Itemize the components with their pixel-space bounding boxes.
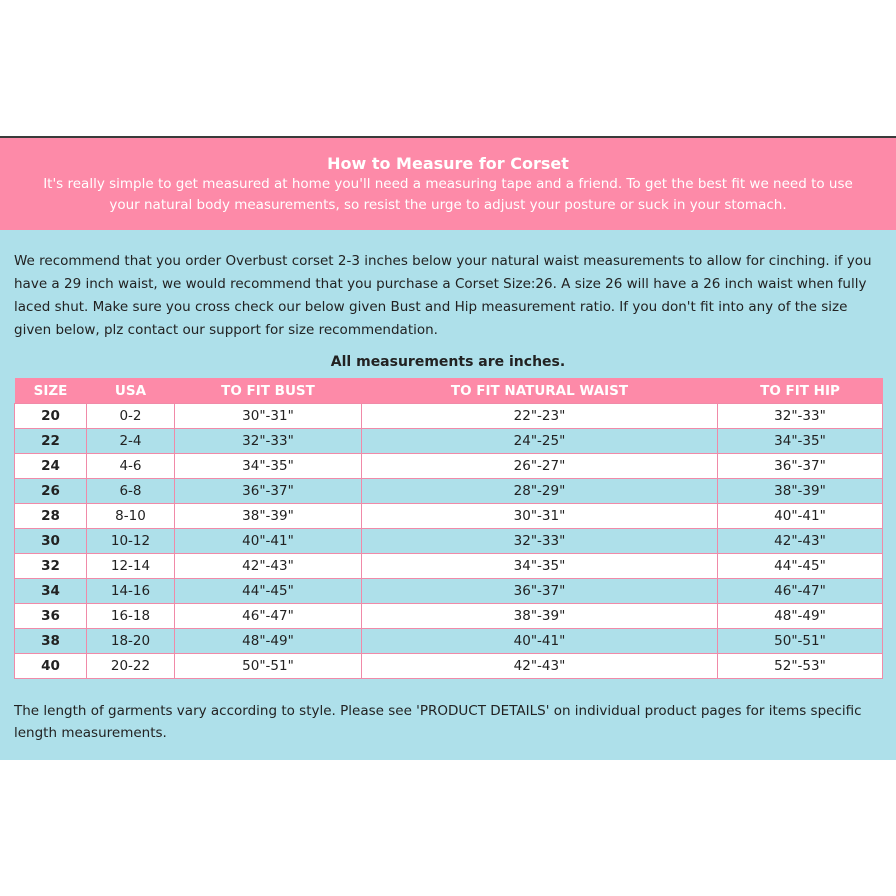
cell-usa: 14-16 xyxy=(87,579,175,604)
size-guide-panel xyxy=(0,230,896,760)
cell-waist: 38"-39" xyxy=(362,604,718,629)
cell-hip: 52"-53" xyxy=(718,654,883,679)
table-row xyxy=(15,629,883,654)
cell-usa: 10-12 xyxy=(87,529,175,554)
table-row xyxy=(15,529,883,554)
cell-hip: 42"-43" xyxy=(718,529,883,554)
cell-size: 36 xyxy=(15,604,87,629)
cell-bust: 48"-49" xyxy=(175,629,362,654)
table-body xyxy=(15,404,883,679)
cell-hip: 48"-49" xyxy=(718,604,883,629)
cell-hip: 36"-37" xyxy=(718,454,883,479)
cell-size: 20 xyxy=(15,404,87,429)
cell-bust: 32"-33" xyxy=(175,429,362,454)
cell-usa: 4-6 xyxy=(87,454,175,479)
footer-note: The length of garments vary according to style. Please see 'PRODUCT DETAILS' on individual product pages for items specific length measurements. xyxy=(14,703,862,741)
recommendation-text: We recommend that you order Overbust corset 2-3 inches below your natural waist measurements to allow for cinching. if you have a 29 inch waist, we would recommend that you purchase a Corset Size:26. A size 26 will have a 26 inch waist when fully laced shut. Make sure you cross check our below given Bust and Hip measurement ratio. If you don't fit into any of the size given below, plz contact our support for size recommendation. xyxy=(14,253,872,338)
cell-size: 40 xyxy=(15,654,87,679)
table-row xyxy=(15,429,883,454)
cell-waist: 28"-29" xyxy=(362,479,718,504)
table-row xyxy=(15,654,883,679)
cell-usa: 12-14 xyxy=(87,554,175,579)
cell-size: 30 xyxy=(15,529,87,554)
cell-usa: 8-10 xyxy=(87,504,175,529)
cell-hip: 50"-51" xyxy=(718,629,883,654)
cell-usa: 18-20 xyxy=(87,629,175,654)
cell-size: 38 xyxy=(15,629,87,654)
cell-waist: 22"-23" xyxy=(362,404,718,429)
size-chart-table xyxy=(14,378,883,679)
cell-bust: 44"-45" xyxy=(175,579,362,604)
table-row xyxy=(15,579,883,604)
table-row xyxy=(15,554,883,579)
table-header-row xyxy=(15,378,883,404)
cell-size: 24 xyxy=(15,454,87,479)
cell-hip: 32"-33" xyxy=(718,404,883,429)
cell-size: 22 xyxy=(15,429,87,454)
cell-bust: 42"-43" xyxy=(175,554,362,579)
intro-text: It's really simple to get measured at home you'll need a measuring tape and a friend. To get the best fit we need to use your natural body measurements, so resist the urge to adjust your posture or suck in your stomach. xyxy=(43,176,853,213)
header-size: SIZE xyxy=(15,378,87,404)
header-bust: TO FIT BUST xyxy=(175,378,362,404)
cell-waist: 30"-31" xyxy=(362,504,718,529)
cell-bust: 40"-41" xyxy=(175,529,362,554)
table-row xyxy=(15,504,883,529)
cell-waist: 26"-27" xyxy=(362,454,718,479)
cell-bust: 38"-39" xyxy=(175,504,362,529)
cell-usa: 20-22 xyxy=(87,654,175,679)
header-waist: TO FIT NATURAL WAIST xyxy=(362,378,718,404)
header-hip: TO FIT HIP xyxy=(718,378,883,404)
cell-bust: 30"-31" xyxy=(175,404,362,429)
cell-hip: 46"-47" xyxy=(718,579,883,604)
table-row xyxy=(15,604,883,629)
cell-hip: 40"-41" xyxy=(718,504,883,529)
measure-header xyxy=(0,138,896,230)
cell-waist: 34"-35" xyxy=(362,554,718,579)
cell-waist: 36"-37" xyxy=(362,579,718,604)
table-row xyxy=(15,454,883,479)
cell-size: 28 xyxy=(15,504,87,529)
cell-hip: 38"-39" xyxy=(718,479,883,504)
cell-usa: 0-2 xyxy=(87,404,175,429)
cell-waist: 32"-33" xyxy=(362,529,718,554)
cell-bust: 50"-51" xyxy=(175,654,362,679)
cell-bust: 46"-47" xyxy=(175,604,362,629)
header-usa: USA xyxy=(87,378,175,404)
cell-waist: 24"-25" xyxy=(362,429,718,454)
table-row xyxy=(15,404,883,429)
cell-bust: 36"-37" xyxy=(175,479,362,504)
cell-usa: 16-18 xyxy=(87,604,175,629)
table-caption: All measurements are inches. xyxy=(330,354,566,370)
page-title: How to Measure for Corset xyxy=(327,154,569,173)
cell-hip: 44"-45" xyxy=(718,554,883,579)
cell-bust: 34"-35" xyxy=(175,454,362,479)
cell-waist: 42"-43" xyxy=(362,654,718,679)
table-row xyxy=(15,479,883,504)
cell-size: 26 xyxy=(15,479,87,504)
cell-size: 34 xyxy=(15,579,87,604)
cell-hip: 34"-35" xyxy=(718,429,883,454)
cell-usa: 6-8 xyxy=(87,479,175,504)
cell-usa: 2-4 xyxy=(87,429,175,454)
cell-waist: 40"-41" xyxy=(362,629,718,654)
cell-size: 32 xyxy=(15,554,87,579)
